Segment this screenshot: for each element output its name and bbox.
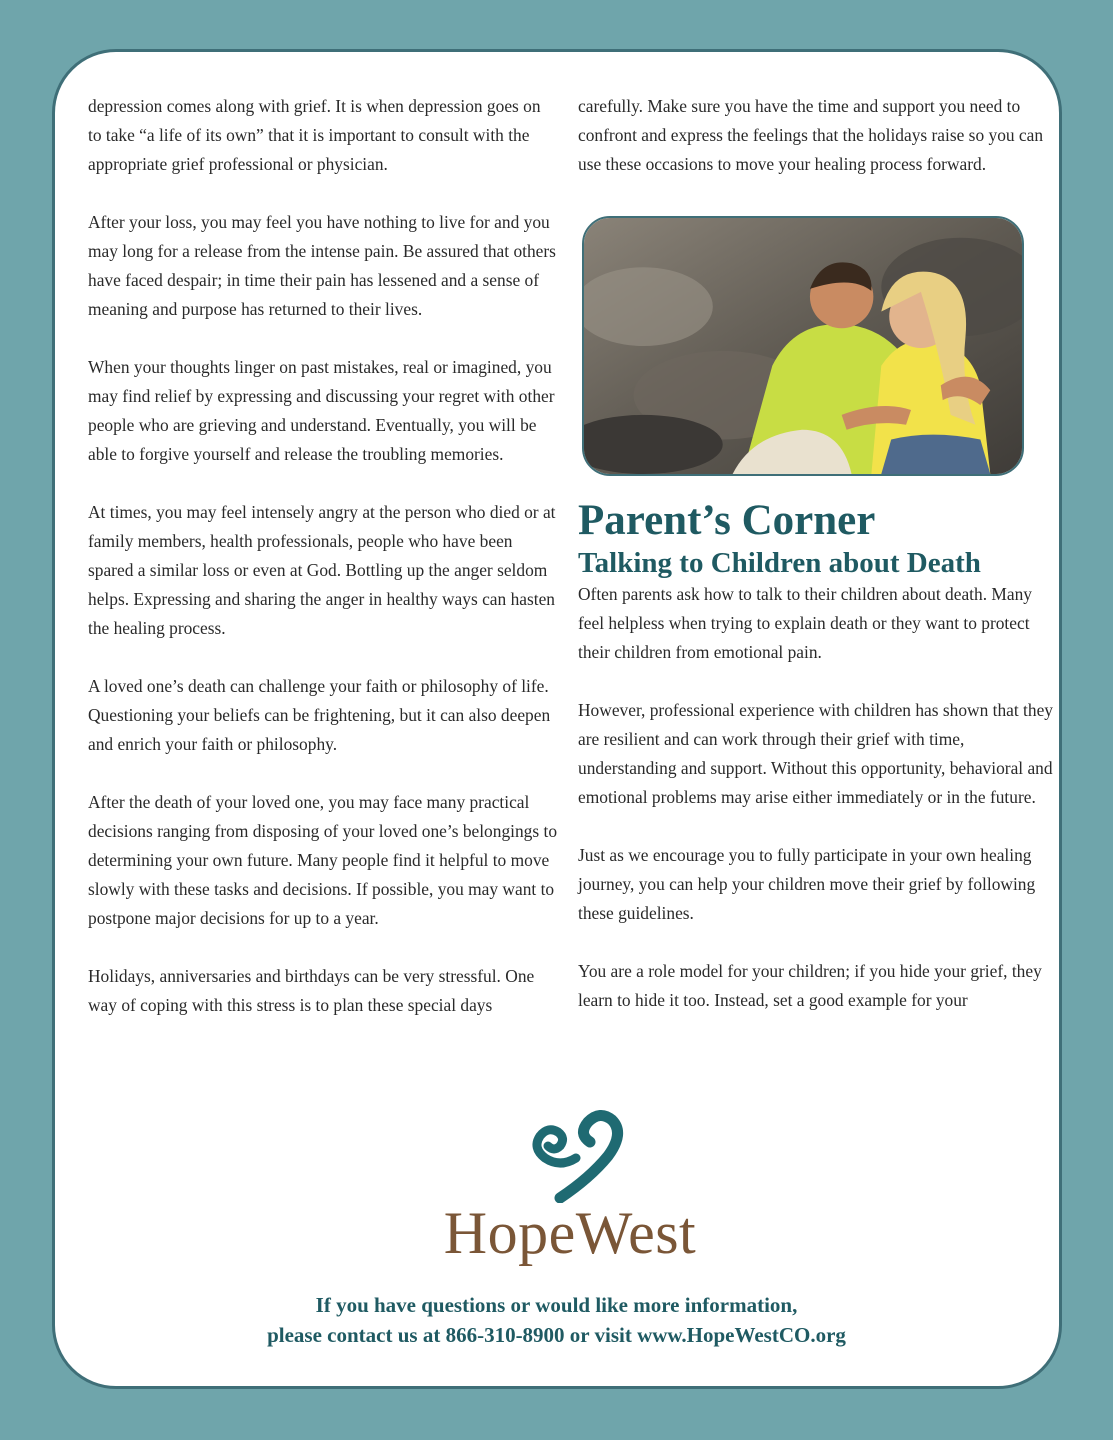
paragraph: Holidays, anniversaries and birthdays can be very stressful. One way of coping with this stress is to plan these special days xyxy=(88,966,535,1015)
paragraph: A loved one’s death can challenge your faith or philosophy of life. Questioning your beliefs can be frightening, but it can also deepen and enrich your faith or philosophy. xyxy=(88,676,551,754)
left-column xyxy=(88,92,558,1049)
right-column-top xyxy=(578,92,1052,208)
paragraph: Often parents ask how to talk to their children about death. Many feel helpless when trying to explain death or they want to protect their children from emotional pain. xyxy=(578,584,1032,662)
section-heading xyxy=(578,496,1058,580)
heart-swirl-icon xyxy=(380,1108,760,1203)
hopewest-logo xyxy=(380,1108,760,1278)
paragraph: Just as we encourage you to fully participate in your own healing journey, you can help your children move their grief by following these guidelines. xyxy=(578,845,1036,923)
footer-line-1: If you have questions or would like more information, xyxy=(315,1293,798,1317)
footer-line-2: please contact us at 866-310-8900 or visit www.HopeWestCO.org xyxy=(267,1323,846,1347)
paragraph: You are a role model for your children; if you hide your grief, they learn to hide it too. Instead, set a good example for your xyxy=(578,961,1042,1010)
section-title: Parent’s Corner xyxy=(578,497,876,544)
paragraph: depression comes along with grief. It is when depression goes on to take “a life of its own” that it is important to consult with the appropriate grief professional or physician. xyxy=(88,96,541,174)
photo-illustration xyxy=(584,218,1022,474)
contact-footer xyxy=(100,1290,1013,1350)
paragraph: At times, you may feel intensely angry at the person who died or at family members, health professionals, people who have been spared a similar loss or even at God. Bottling up the anger seldom helps. Expressing and sharing the anger in healthy ways can hasten the healing process. xyxy=(88,502,556,638)
parent-child-photo xyxy=(582,216,1024,476)
right-column-bottom xyxy=(578,580,1054,1044)
paragraph: After your loss, you may feel you have nothing to live for and you may long for a release from the intense pain. Be assured that others have faced despair; in time their pain has lessened and a sense of meaning and purpose has returned to their lives. xyxy=(88,212,556,319)
logo-wordmark: HopeWest xyxy=(443,1200,697,1266)
section-subtitle: Talking to Children about Death xyxy=(578,547,981,579)
paragraph: carefully. Make sure you have the time and support you need to confront and express the feelings that the holidays raise so you can use these occasions to move your healing process forward. xyxy=(578,96,1044,174)
paragraph: After the death of your loved one, you may face many practical decisions ranging from disposing of your loved one’s belongings to determining your own future. Many people find it helpful to move slowly with these tasks and decisions. If possible, you may want to postpone major decisions for up to a year. xyxy=(88,792,558,928)
paragraph: However, professional experience with children has shown that they are resilient and can work through their grief with time, understanding and support. Without this opportunity, behavioral and emotional problems may arise either immediately or in the future. xyxy=(578,700,1053,807)
paragraph: When your thoughts linger on past mistakes, real or imagined, you may find relief by expressing and discussing your regret with other people who are grieving and understand. Eventually, you will be able to forgive yourself and release the troubling memories. xyxy=(88,357,555,464)
